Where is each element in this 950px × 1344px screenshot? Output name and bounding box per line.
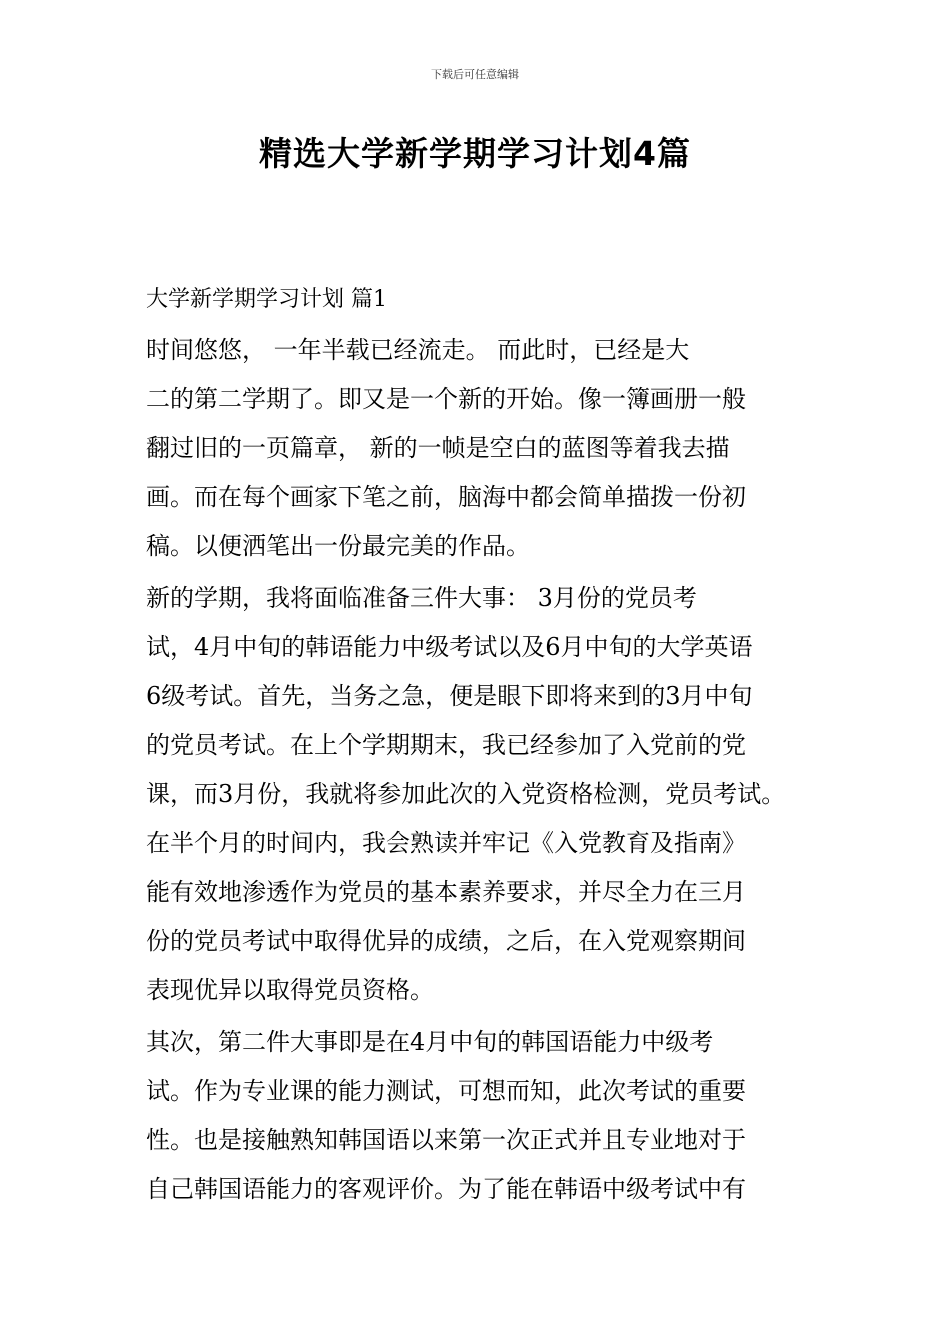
text-line: 其次，第二件大事即是在4月中旬的韩国语能力中级考: [146, 1028, 714, 1056]
document-title: 精选大学新学期学习计划4篇: [259, 134, 691, 173]
header-note: 下载后可任意编辑: [431, 68, 519, 81]
document-body: [146, 282, 826, 1214]
paragraph-1: [146, 326, 826, 571]
text-line: 自己韩国语能力的客观评价。为了能在韩语中级考试中有: [146, 1175, 746, 1203]
paragraph-2: [146, 574, 826, 1015]
text-line: 稿。以便洒笔出一份最完美的作品。: [146, 532, 530, 560]
text-line: 份的党员考试中取得优异的成绩，之后，在入党观察期间: [146, 927, 746, 955]
text-line: 试。作为专业课的能力测试，可想而知，此次考试的重要: [146, 1077, 746, 1105]
text-line: 在半个月的时间内，我会熟读并牢记《入党教育及指南》: [146, 829, 746, 857]
text-line: 二的第二学期了。即又是一个新的开始。像一簿画册一般: [146, 385, 746, 413]
paragraph-3: [146, 1018, 826, 1214]
section-heading: 大学新学期学习计划 篇1: [146, 287, 387, 312]
text-line: 性。也是接触熟知韩国语以来第一次正式并且专业地对于: [146, 1126, 746, 1154]
text-line: 画。而在每个画家下笔之前，脑海中都会简单描拨一份初: [146, 483, 746, 511]
text-line: 6级考试。首先，当务之急，便是眼下即将来到的3月中旬: [146, 682, 753, 710]
text-line: 新的学期，我将面临准备三件大事： 3月份的党员考: [146, 584, 697, 612]
text-line: 能有效地渗透作为党员的基本素养要求，并尽全力在三月: [146, 878, 746, 906]
text-line: 的党员考试。在上个学期期末，我已经参加了入党前的党: [146, 731, 746, 759]
text-line: 课，而3月份，我就将参加此次的入党资格检测，党员考试。: [146, 780, 786, 808]
text-line: 时间悠悠， 一年半载已经流走。 而此时，已经是大: [146, 336, 690, 364]
text-line: 试，4月中旬的韩语能力中级考试以及6月中旬的大学英语: [146, 633, 753, 661]
text-line: 表现优异以取得党员资格。: [146, 976, 434, 1004]
text-line: 翻过旧的一页篇章， 新的一帧是空白的蓝图等着我去描: [146, 434, 730, 462]
